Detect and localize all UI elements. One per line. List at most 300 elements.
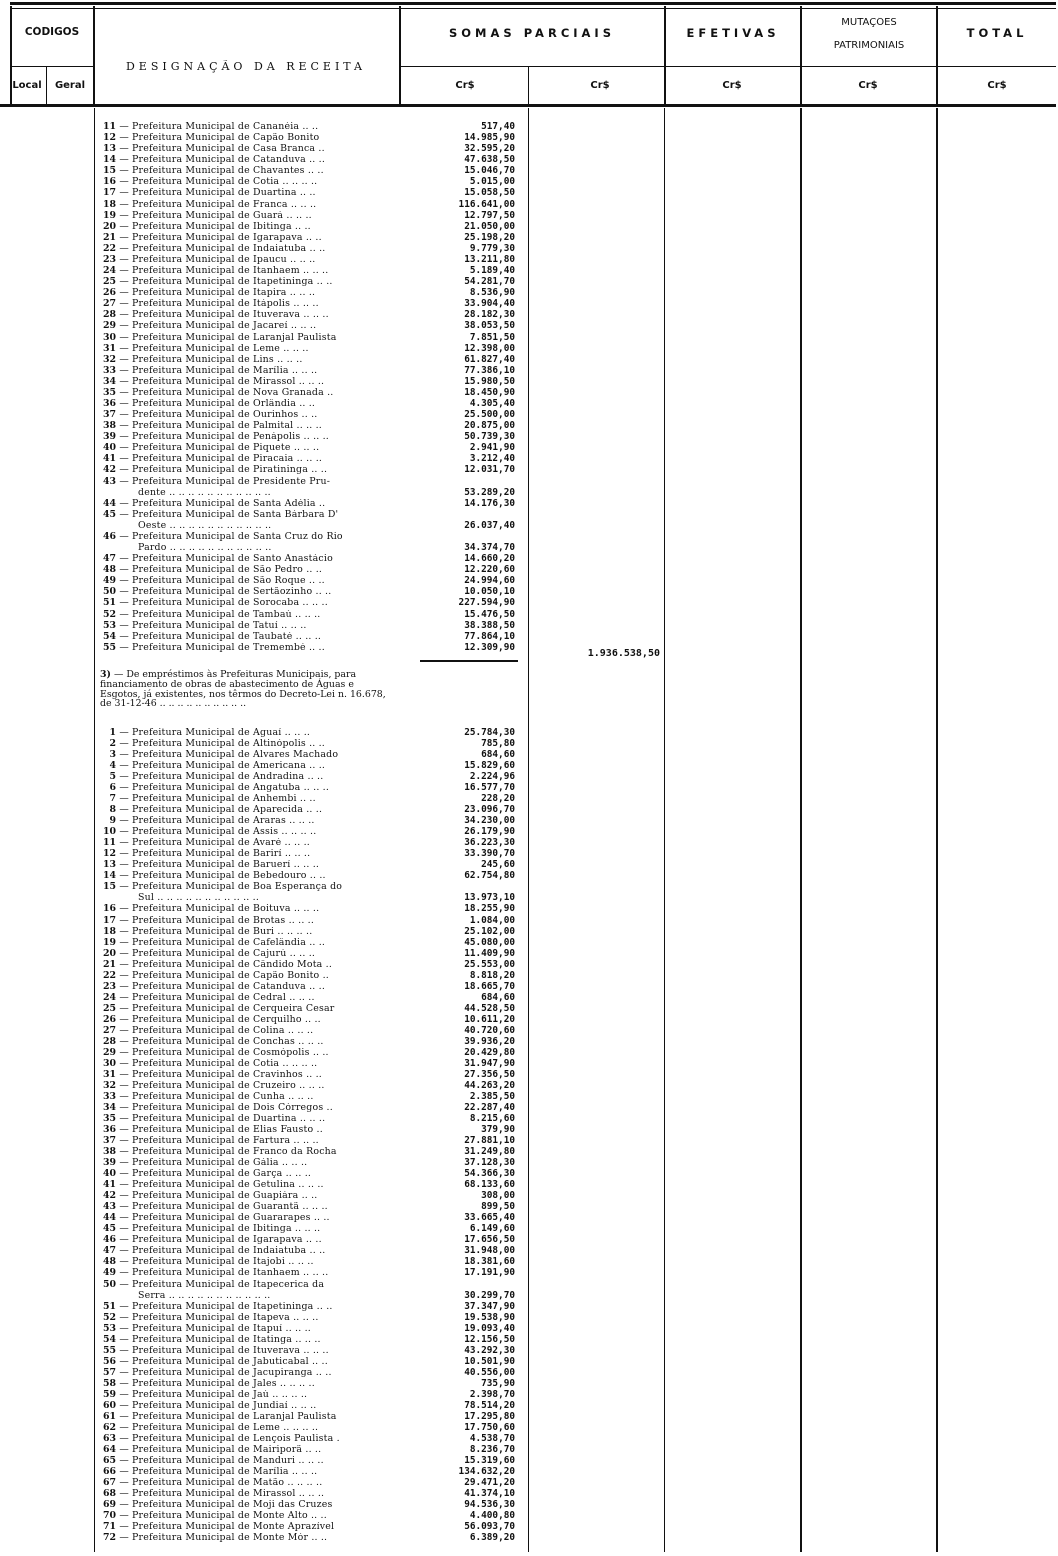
receita-row [96, 1291, 406, 1301]
row-number: 53 [102, 1323, 116, 1334]
row-amount: 33.904,40 [464, 298, 515, 310]
row-designation: Prefeitura Municipal de Jacareí .. .. .. [132, 321, 317, 332]
row-amount: 517,40 [481, 121, 515, 132]
subtotal-rule [420, 660, 518, 662]
header-efetivas: EFETIVAS [686, 26, 780, 40]
row-designation: Prefeitura Municipal de Cafelândia .. .. [132, 937, 326, 948]
row-designation: Prefeitura Municipal de Lins .. .. .. [132, 354, 303, 365]
receita-row [96, 233, 406, 243]
row-designation: Prefeitura Municipal de Penápolis .. .. .. [132, 432, 329, 442]
row-designation: Prefeitura Municipal de São Roque .. .. [132, 576, 325, 587]
receita-row [96, 1379, 406, 1389]
row-amount: 23.096,70 [464, 804, 515, 816]
row-number: 17 [102, 915, 116, 926]
row-dash: — [119, 1312, 129, 1323]
row-number: 51 [102, 598, 116, 609]
row-number: 29 [102, 321, 116, 332]
row-number: 8 [109, 805, 116, 815]
row-dash: — [119, 288, 129, 298]
row-number: 35 [102, 1114, 116, 1124]
row-amount: 25.102,00 [464, 925, 515, 937]
row-designation: Serra .. .. .. .. .. .. .. .. .. .. .. [138, 1290, 271, 1301]
row-number: 20 [102, 221, 116, 232]
row-dash: — [119, 310, 129, 321]
row-dash: — [119, 1400, 129, 1411]
row-designation: Pardo .. .. .. .. .. .. .. .. .. .. .. [138, 543, 272, 553]
row-designation: Prefeitura Municipal de Jabuticabal .. .. [132, 1356, 328, 1367]
row-amount: 21.050,00 [464, 220, 515, 232]
row-amount: 735,90 [481, 1377, 515, 1389]
row-designation: Prefeitura Municipal de Jacupiranga .. .. [132, 1367, 332, 1378]
row-amount: 8.236,70 [469, 1443, 515, 1455]
receita-row [96, 816, 406, 826]
receita-row [96, 410, 406, 420]
row-number: 1 [109, 728, 116, 738]
row-number: 27 [102, 1025, 116, 1036]
row-designation: Prefeitura Municipal de Indaiatuba .. .. [132, 243, 326, 254]
row-amount: 68.133,60 [464, 1179, 515, 1191]
receita-row [96, 1268, 406, 1278]
row-dash: — [119, 376, 129, 387]
table-header [0, 0, 1058, 108]
receita-row [96, 321, 406, 331]
receita-row [96, 177, 406, 187]
row-designation: Prefeitura Municipal de Tatuí .. .. .. [132, 620, 307, 631]
row-number: 24 [102, 266, 116, 276]
row-dash: — [119, 221, 129, 232]
row-designation: Prefeitura Municipal de Guapiára .. .. [132, 1191, 318, 1201]
row-amount: 31.947,90 [464, 1057, 515, 1069]
row-amount: 15.829,60 [464, 760, 515, 772]
row-designation: Prefeitura Municipal de Cerquilho .. .. [132, 1014, 321, 1025]
row-dash: — [119, 827, 129, 838]
row-amount: 308,00 [481, 1190, 515, 1202]
row-dash: — [119, 399, 129, 409]
row-amount: 1.084,00 [469, 914, 515, 926]
row-amount: 8.536,90 [469, 287, 515, 299]
row-number: 54 [102, 631, 116, 642]
receita-row [96, 510, 406, 520]
receita-row [96, 277, 406, 287]
row-dash: — [119, 243, 129, 254]
row-number: 20 [102, 948, 116, 959]
row-amount: 33.665,40 [464, 1212, 515, 1224]
row-amount: 15.046,70 [464, 165, 515, 177]
row-designation: Prefeitura Municipal de Marília .. .. .. [132, 365, 318, 376]
row-number: 23 [102, 254, 116, 265]
receita-row [96, 200, 406, 210]
row-dash: — [119, 1478, 129, 1488]
row-designation: Prefeitura Municipal de Itanhaem .. .. .. [132, 1268, 329, 1279]
row-designation: Prefeitura Municipal de Leme .. .. .. .. [132, 1422, 319, 1433]
row-amount: 684,60 [481, 749, 515, 761]
row-number: 52 [102, 1312, 116, 1323]
row-designation: Prefeitura Municipal de Piratininga .. .. [132, 465, 328, 476]
receita-row [96, 1390, 406, 1400]
row-number: 38 [102, 1147, 116, 1157]
row-dash: — [119, 1378, 129, 1389]
row-dash: — [119, 122, 129, 132]
row-designation: Prefeitura Municipal de Mirassol .. .. .. [132, 1489, 325, 1499]
row-designation: Prefeitura Municipal de Dois Córregos .. [132, 1103, 333, 1113]
row-amount: 62.754,80 [464, 870, 515, 882]
row-designation: Prefeitura Municipal de Anhembi .. .. [132, 794, 316, 804]
row-dash: — [119, 620, 129, 631]
row-dash: — [119, 937, 129, 948]
row-amount: 14.985,90 [464, 132, 515, 144]
row-dash: — [119, 1147, 129, 1157]
row-amount: 25.784,30 [464, 727, 515, 738]
row-dash: — [119, 609, 129, 620]
row-number: 12 [102, 849, 116, 860]
row-dash: — [119, 1235, 129, 1246]
row-amount: 61.827,40 [464, 353, 515, 365]
row-designation: Prefeitura Municipal de Garça .. .. .. [132, 1169, 312, 1179]
receita-row [96, 477, 406, 487]
row-dash: — [119, 1025, 129, 1036]
receita-row [96, 133, 406, 143]
row-amount: 31.948,00 [464, 1245, 515, 1257]
row-number: 30 [102, 332, 116, 343]
row-number: 31 [102, 343, 116, 354]
row-amount: 15.319,60 [464, 1454, 515, 1466]
row-designation: Oeste .. .. .. .. .. .. .. .. .. .. .. [138, 520, 272, 531]
col-rule-codigos [93, 6, 95, 106]
row-dash: — [119, 882, 129, 893]
row-designation: Prefeitura Municipal de Nova Granada .. [132, 387, 334, 398]
row-number: 44 [102, 1213, 116, 1224]
row-designation: Prefeitura Municipal de Chavantes .. .. [132, 166, 324, 177]
row-number: 34 [102, 1103, 116, 1113]
row-dash: — [119, 783, 129, 793]
currency-somas-1: Cr$ [455, 80, 475, 91]
receita-row [96, 750, 406, 760]
row-number: 13 [102, 144, 116, 154]
row-number: 50 [102, 1279, 116, 1290]
header-geral: Geral [54, 80, 86, 91]
row-amount: 39.936,20 [464, 1035, 515, 1047]
row-dash: — [119, 849, 129, 860]
receita-row [96, 1235, 406, 1245]
row-number: 53 [102, 620, 116, 631]
row-amount: 19.538,90 [464, 1311, 515, 1323]
row-dash: — [119, 1125, 129, 1135]
row-number: 2 [109, 739, 116, 749]
row-dash: — [119, 465, 129, 476]
row-number: 32 [102, 354, 116, 365]
row-dash: — [119, 1003, 129, 1014]
receita-row [96, 443, 406, 453]
row-number: 59 [102, 1389, 116, 1400]
row-designation: Prefeitura Municipal de Tremembé .. .. [132, 642, 325, 653]
row-designation: Prefeitura Municipal de Cananéia .. .. [132, 122, 319, 132]
row-designation: Prefeitura Municipal de Boa Esperança do [132, 882, 343, 893]
row-dash: — [119, 1213, 129, 1224]
receita-row [96, 1401, 406, 1411]
row-designation: Prefeitura Municipal de Casa Branca .. [132, 144, 325, 154]
row-amount: 12.156,50 [464, 1333, 515, 1345]
row-designation: Prefeitura Municipal de Manduri .. .. .. [132, 1455, 324, 1466]
row-designation: Prefeitura Municipal de Piracaia .. .. .. [132, 454, 323, 465]
row-number: 60 [102, 1400, 116, 1411]
row-amount: 4.400,80 [469, 1510, 515, 1522]
row-amount: 78.514,20 [464, 1399, 515, 1411]
receita-row [96, 1103, 406, 1113]
receita-row [96, 421, 406, 431]
row-designation: Prefeitura Municipal de Santo Anastácio [132, 554, 333, 564]
row-dash: — [119, 992, 129, 1003]
row-number: 14 [102, 871, 116, 882]
row-dash: — [119, 1058, 129, 1069]
row-dash: — [119, 554, 129, 564]
row-number: 44 [102, 498, 116, 509]
row-number: 47 [102, 554, 116, 564]
receita-row [96, 532, 406, 542]
currency-divider [400, 66, 1056, 67]
receita-row [96, 882, 406, 892]
receita-row [96, 598, 406, 608]
receita-row [96, 1357, 406, 1367]
row-designation: Prefeitura Municipal de Gália .. .. .. [132, 1158, 308, 1168]
row-designation: Prefeitura Municipal de Itapetininga .. .. [132, 277, 333, 287]
row-amount: 28.182,30 [464, 309, 515, 321]
row-number: 28 [102, 310, 116, 321]
row-number: 22 [102, 243, 116, 254]
receita-row [96, 1257, 406, 1267]
row-number: 35 [102, 387, 116, 398]
header-patrimoniais: PATRIMONIAIS [833, 40, 905, 51]
row-designation: Prefeitura Municipal de Ibitinga .. .. .. [132, 1224, 321, 1235]
receita-row [96, 960, 406, 970]
row-designation: Prefeitura Municipal de Piquete .. .. .. [132, 443, 320, 454]
row-amount: 379,90 [481, 1124, 515, 1136]
row-designation: Prefeitura Municipal de Capão Bonito .. [132, 970, 329, 981]
receita-row [96, 576, 406, 586]
receita-row [96, 399, 406, 409]
row-number: 46 [102, 531, 116, 542]
receita-row [96, 728, 406, 738]
currency-somas-2: Cr$ [590, 80, 610, 91]
currency-total: Cr$ [987, 80, 1007, 91]
row-number: 38 [102, 421, 116, 431]
row-number: 70 [102, 1511, 116, 1521]
row-dash: — [119, 1191, 129, 1201]
receita-row [96, 521, 406, 531]
row-number: 62 [102, 1422, 116, 1433]
receita-row [96, 1434, 406, 1444]
row-dash: — [119, 1422, 129, 1433]
row-dash: — [119, 1433, 129, 1444]
row-number: 61 [102, 1411, 116, 1422]
row-dash: — [119, 354, 129, 365]
receita-row [96, 805, 406, 815]
receita-row [96, 244, 406, 254]
row-amount: 37.128,30 [464, 1157, 515, 1169]
row-dash: — [119, 332, 129, 343]
row-amount: 18.255,90 [464, 903, 515, 915]
row-amount: 3.212,40 [469, 453, 515, 465]
receita-row [96, 144, 406, 154]
row-dash: — [119, 1158, 129, 1168]
row-number: 45 [102, 1224, 116, 1235]
row-number: 50 [102, 587, 116, 598]
receita-row [96, 1114, 406, 1124]
row-amount: 12.031,70 [464, 464, 515, 476]
row-amount: 785,80 [481, 738, 515, 750]
row-dash: — [119, 177, 129, 188]
row-amount: 15.476,50 [464, 608, 515, 620]
row-dash: — [119, 1489, 129, 1499]
row-dash: — [119, 1279, 129, 1290]
section-3-text: De empréstimos às Prefeituras Municipais, para financiamento de obras de abastecimento de Águas e Esgotos, já existentes, nos têrmos do Decreto-Lei n. 16.678, de 31-12-46 .. .. .. .. .. .. .. .. .. .. [100, 669, 386, 710]
row-amount [404, 1280, 515, 1290]
row-amount: 44.528,50 [464, 1002, 515, 1014]
row-number: 29 [102, 1047, 116, 1058]
row-amount: 899,50 [481, 1201, 515, 1213]
row-dash: — [119, 1091, 129, 1102]
row-amount: 26.179,90 [464, 826, 515, 838]
row-designation: Sul .. .. .. .. .. .. .. .. .. .. .. [138, 893, 259, 904]
row-number: 64 [102, 1444, 116, 1455]
row-designation: Prefeitura Municipal de Colina .. .. .. [132, 1025, 314, 1036]
row-amount: 10.050,10 [464, 586, 515, 598]
section-3-number: 3) [100, 669, 111, 680]
row-dash: — [119, 232, 129, 243]
row-designation: Prefeitura Municipal de Elias Fausto .. [132, 1125, 323, 1135]
row-dash: — [119, 598, 129, 609]
receita-row [96, 1302, 406, 1312]
subtotal-value: 1.936.538,50 [587, 648, 660, 659]
header-codigos: CÓDIGOS [24, 26, 80, 38]
row-dash: — [119, 1036, 129, 1047]
row-number: 71 [102, 1522, 116, 1532]
row-amount: 18.381,60 [464, 1256, 515, 1268]
row-amount: 53.289,20 [464, 486, 515, 498]
row-dash: — [119, 509, 129, 520]
row-designation: Prefeitura Municipal de Ituverava .. .. .. [132, 1345, 329, 1356]
receita-row [96, 299, 406, 309]
row-amount: 25.553,00 [464, 958, 515, 970]
receita-row [96, 1125, 406, 1135]
receita-row [96, 1158, 406, 1168]
receita-row [96, 643, 406, 653]
row-dash: — [119, 576, 129, 587]
header-somas-parciais: SOMAS PARCIAIS [449, 26, 615, 40]
row-amount: 17.295,80 [464, 1410, 515, 1422]
row-designation: Prefeitura Municipal de Guararapes .. .. [132, 1213, 330, 1224]
receita-row [96, 1026, 406, 1036]
row-designation: Prefeitura Municipal de Conchas .. .. .. [132, 1036, 324, 1047]
row-amount: 17.191,90 [464, 1267, 515, 1279]
row-number: 15 [102, 166, 116, 177]
row-dash: — [119, 1103, 129, 1113]
row-amount: 32.595,20 [464, 143, 515, 155]
receita-row [96, 188, 406, 198]
receita-row [96, 565, 406, 575]
row-amount: 14.176,30 [464, 497, 515, 509]
row-amount: 37.347,90 [464, 1300, 515, 1312]
row-number: 3 [109, 750, 116, 760]
row-amount: 17.656,50 [464, 1234, 515, 1246]
row-designation: dente .. .. .. .. .. .. .. .. .. .. .. [138, 487, 271, 498]
row-designation: Prefeitura Municipal de Cândido Mota .. [132, 959, 332, 970]
row-amount [404, 510, 515, 520]
row-dash: — [119, 1047, 129, 1058]
row-dash: — [119, 816, 129, 826]
row-dash: — [119, 266, 129, 276]
row-designation: Prefeitura Municipal de Guará .. .. .. [132, 210, 312, 221]
receita-row [96, 543, 406, 553]
row-designation: Prefeitura Municipal de Cotia .. .. .. .. [132, 177, 318, 188]
row-number: 11 [102, 838, 116, 849]
row-amount: 41.374,10 [464, 1488, 515, 1500]
receita-row [96, 1191, 406, 1201]
receita-row [96, 1147, 406, 1157]
row-dash: — [119, 860, 129, 871]
row-amount: 14.660,20 [464, 553, 515, 565]
row-amount: 11.409,90 [464, 947, 515, 959]
row-dash: — [119, 155, 129, 165]
row-amount: 27.356,50 [464, 1068, 515, 1080]
receita-row [96, 122, 406, 132]
row-dash: — [119, 1323, 129, 1334]
row-number: 52 [102, 609, 116, 620]
row-number: 28 [102, 1036, 116, 1047]
receita-row [96, 377, 406, 387]
row-designation: Prefeitura Municipal de Monte Alto .. .. [132, 1511, 327, 1521]
row-designation: Prefeitura Municipal de Itapira .. .. .. [132, 288, 316, 298]
receita-row [96, 1213, 406, 1223]
section-3-heading: 3) — De empréstimos às Prefeituras Municipais, para financiamento de obras de abastecimento de Águas e Esgotos, já existentes, nos têrmos do Decreto-Lei n. 16.678, de 31-12-46 .. .. .. .. .. .. .. .. .. .. [100, 669, 386, 710]
row-designation: Prefeitura Municipal de Matão .. .. .. .. [132, 1478, 323, 1488]
row-dash: — [119, 365, 129, 376]
row-dash: — [119, 1533, 129, 1543]
row-amount: 2.941,90 [469, 442, 515, 454]
row-number: 15 [102, 882, 116, 893]
row-designation: Prefeitura Municipal de Ipaucu .. .. .. [132, 254, 316, 265]
row-designation: Prefeitura Municipal de Cravinhos .. .. [132, 1069, 322, 1080]
row-dash: — [119, 1367, 129, 1378]
body-rule-mutacoes [936, 108, 938, 1552]
receita-row [96, 1070, 406, 1080]
row-amount: 10.611,20 [464, 1013, 515, 1025]
receita-row [96, 211, 406, 221]
row-amount: 36.223,30 [464, 837, 515, 849]
row-designation: Prefeitura Municipal de Itatinga .. .. .. [132, 1334, 321, 1345]
receita-row [96, 794, 406, 804]
row-designation: Prefeitura Municipal de Sorocaba .. .. .. [132, 598, 328, 609]
receita-row [96, 266, 406, 276]
row-designation: Prefeitura Municipal de Monte Aprazível [132, 1522, 335, 1532]
row-amount: 2.385,50 [469, 1090, 515, 1102]
row-number: 49 [102, 1268, 116, 1279]
receita-row [96, 871, 406, 881]
row-dash: — [119, 476, 129, 487]
row-amount: 9.779,30 [469, 242, 515, 254]
receita-row [96, 499, 406, 509]
row-amount: 17.750,60 [464, 1421, 515, 1433]
row-number: 42 [102, 1191, 116, 1201]
row-designation: Prefeitura Municipal de Santa Bárbara D' [132, 509, 339, 520]
row-amount: 12.220,60 [464, 564, 515, 576]
row-designation: Prefeitura Municipal de Taubaté .. .. .. [132, 631, 322, 642]
row-designation: Prefeitura Municipal de Avaré .. .. .. [132, 838, 310, 849]
body-rule-somas-split [528, 108, 529, 1552]
receita-row [96, 1180, 406, 1190]
row-dash: — [119, 1500, 129, 1510]
receita-row [96, 1224, 406, 1234]
receita-row [96, 288, 406, 298]
